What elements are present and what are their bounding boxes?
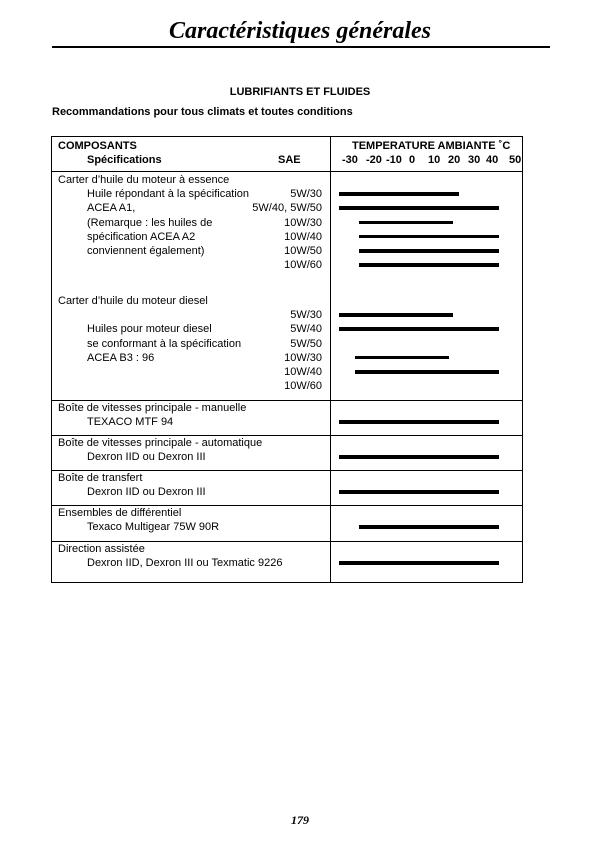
lubricants-table: [51, 136, 523, 583]
specification-line: Dexron IID, Dexron III ou Texmatic 9226: [87, 557, 283, 570]
sae-grade: 10W/60: [284, 380, 322, 393]
specification-line: ACEA B3 : 96: [87, 351, 155, 364]
temperature-range-bar: [339, 327, 499, 331]
sae-grade: 5W/30: [290, 188, 322, 201]
specification-line: Texaco Multigear 75W 90R: [87, 521, 220, 534]
component-name: Carter d’huile du moteur diesel: [58, 295, 208, 307]
component-name: Boîte de transfert: [58, 472, 143, 484]
row-divider: [52, 171, 522, 172]
subtitle: Recommandations pour tous climats et toutes conditions: [52, 106, 353, 118]
specification-line: Dexron IID ou Dexron III: [87, 486, 206, 499]
sae-grade: 10W/60: [284, 259, 322, 272]
temp-scale-label: 20: [448, 154, 461, 166]
sae-grade: 5W/50: [290, 337, 322, 350]
temperature-range-bar: [339, 206, 499, 210]
component-name: Boîte de vitesses principale - automatique: [58, 437, 263, 449]
temp-scale-label: -10: [386, 154, 402, 166]
title-rule: [52, 46, 550, 48]
temperature-range-bar: [359, 263, 499, 267]
page-title: Caractéristiques générales: [169, 18, 431, 44]
temperature-range-bar: [359, 525, 499, 529]
temperature-range-bar: [339, 192, 459, 196]
temperature-range-bar: [355, 356, 449, 360]
specification-line: TEXACO MTF 94: [87, 416, 174, 429]
header-components: COMPOSANTS: [58, 140, 137, 152]
sae-grade: 5W/40, 5W/50: [252, 202, 322, 215]
temperature-range-bar: [339, 490, 499, 494]
component-name: Carter d’huile du moteur à essence: [58, 174, 230, 186]
temp-scale-label: 50: [509, 154, 522, 166]
component-name: Ensembles de différentiel: [58, 507, 182, 519]
section-title: LUBRIFIANTS ET FLUIDES: [229, 86, 371, 98]
column-divider: [330, 137, 331, 582]
sae-grade: 5W/40: [290, 323, 322, 336]
temp-scale-label: -30: [342, 154, 358, 166]
temperature-range-bar: [359, 221, 453, 225]
temp-scale-label: 30: [468, 154, 481, 166]
specification-line: ACEA A1,: [87, 202, 136, 215]
temp-scale-label: 10: [428, 154, 441, 166]
specification-line: se conformant à la spécification: [87, 337, 242, 350]
header-specifications: Spécifications: [87, 154, 162, 166]
temp-scale-label: 40: [486, 154, 499, 166]
specification-line: Huile répondant à la spécification: [87, 188, 250, 201]
temp-scale-label: -20: [366, 154, 382, 166]
sae-grade: 10W/40: [284, 366, 322, 378]
sae-grade: 10W/30: [284, 351, 322, 364]
temperature-range-bar: [359, 249, 499, 253]
sae-grade: 5W/30: [290, 309, 322, 322]
specification-line: Huiles pour moteur diesel: [87, 323, 212, 336]
component-name: Boîte de vitesses principale - manuelle: [58, 402, 247, 414]
temperature-range-bar: [355, 370, 499, 374]
specification-line: Dexron IID ou Dexron III: [87, 451, 206, 464]
temperature-range-bar: [339, 561, 499, 565]
temperature-range-bar: [339, 313, 453, 317]
specification-line: (Remarque : les huiles de: [87, 216, 213, 229]
specification-line: conviennent également): [87, 245, 205, 257]
header-temperature: TEMPERATURE AMBIANTE ˚C: [352, 140, 511, 152]
temperature-range-bar: [339, 420, 499, 424]
component-name: Direction assistée: [58, 543, 145, 555]
sae-grade: 10W/50: [284, 245, 322, 257]
temperature-range-bar: [359, 235, 499, 239]
temp-scale-label: 0: [409, 154, 416, 166]
sae-grade: 10W/40: [284, 230, 322, 243]
specification-line: spécification ACEA A2: [87, 230, 196, 243]
sae-grade: 10W/30: [284, 216, 322, 229]
header-sae: SAE: [278, 154, 301, 166]
temperature-range-bar: [339, 455, 499, 459]
page-number: 179: [291, 813, 309, 827]
